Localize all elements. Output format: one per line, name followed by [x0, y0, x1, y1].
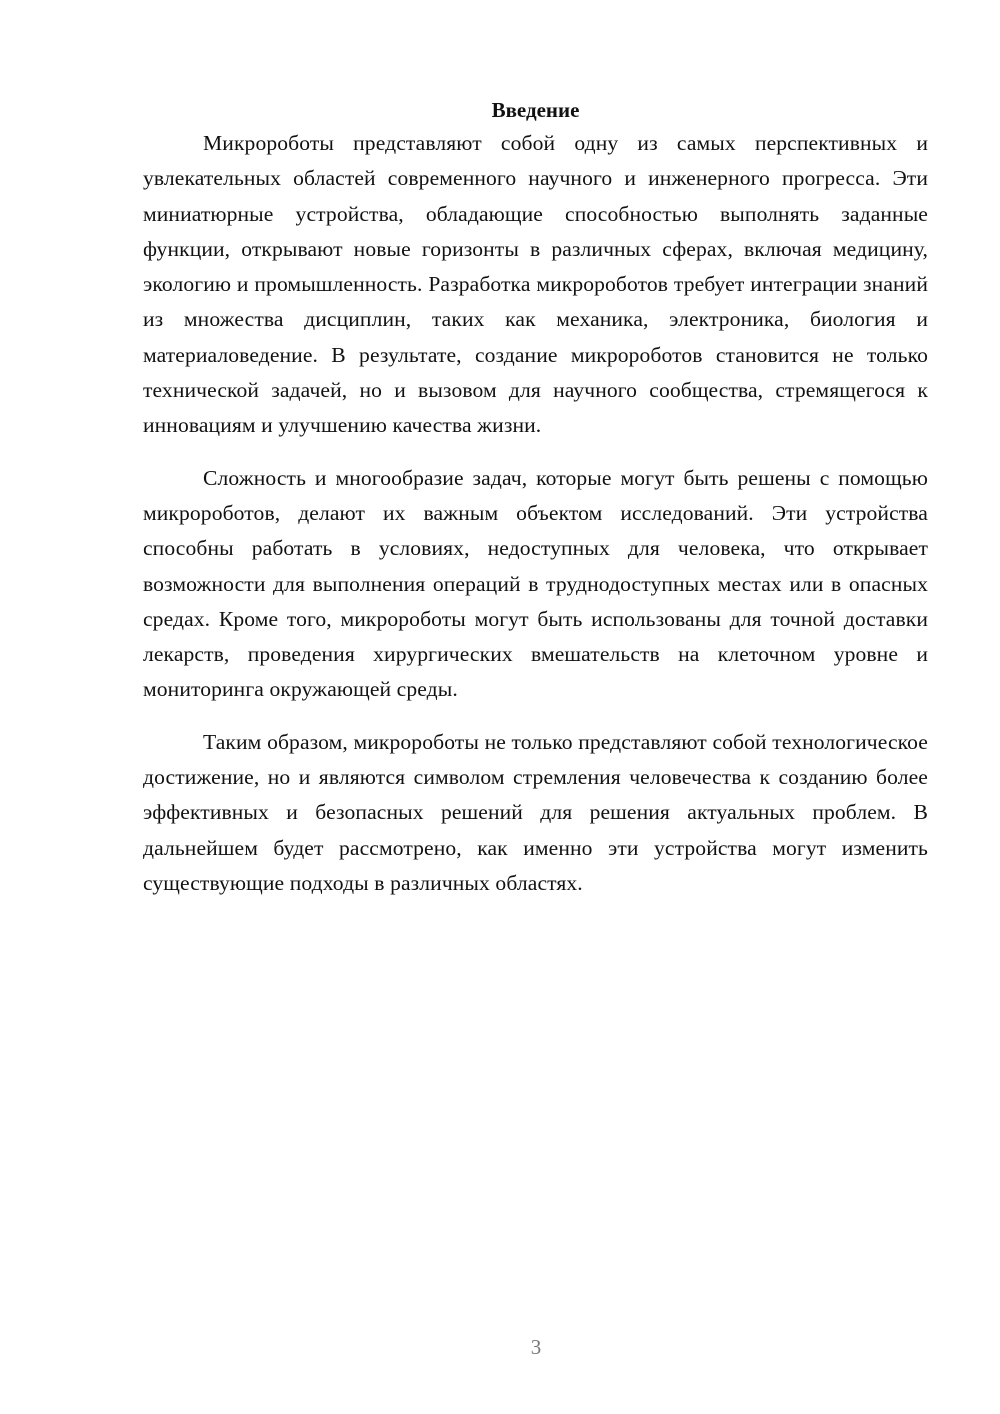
paragraph-conclusion: Таким образом, микророботы не только представляют собой технологическое достижение, но и являются символом стремления человечества к созданию более эффективных и безопасных решений для решения актуальных проблем. В дальнейшем будет рассмотрено, как именно эти устройства могут изменить существующие подходы в различных областях. — [143, 729, 928, 895]
page-number: 3 — [530, 1335, 542, 1359]
section-heading: Введение — [491, 98, 580, 122]
paragraph-intro: Микророботы представляют собой одну из самых перспективных и увлекательных областей современного научного и инженерного прогресса. Эти миниатюрные устройства, обладающие способностью выполнять заданные функции, открывают новые горизонты в различных сферах, включая медицину, экологию и промышленность. Разработка микророботов требует интеграции знаний из множества дисциплин, таких как механика, электроника, биология и материаловедение. В результате, создание микророботов становится не только технической задачей, но и вызовом для научного сообщества, стремящегося к инновациям и улучшению качества жизни. — [143, 131, 928, 438]
page-content — [143, 92, 928, 918]
paragraph-complexity: Сложность и многообразие задач, которые могут быть решены с помощью микророботов, делают их важным объектом исследований. Эти устройства способны работать в условиях, недоступных для человека, что открывает возможности для выполнения операций в труднодоступных местах или в опасных средах. Кроме того, микророботы могут быть использованы для точной доставки лекарств, проведения хирургических вмешательств на клеточном уровне и мониторинга окружающей среды. — [143, 465, 928, 702]
